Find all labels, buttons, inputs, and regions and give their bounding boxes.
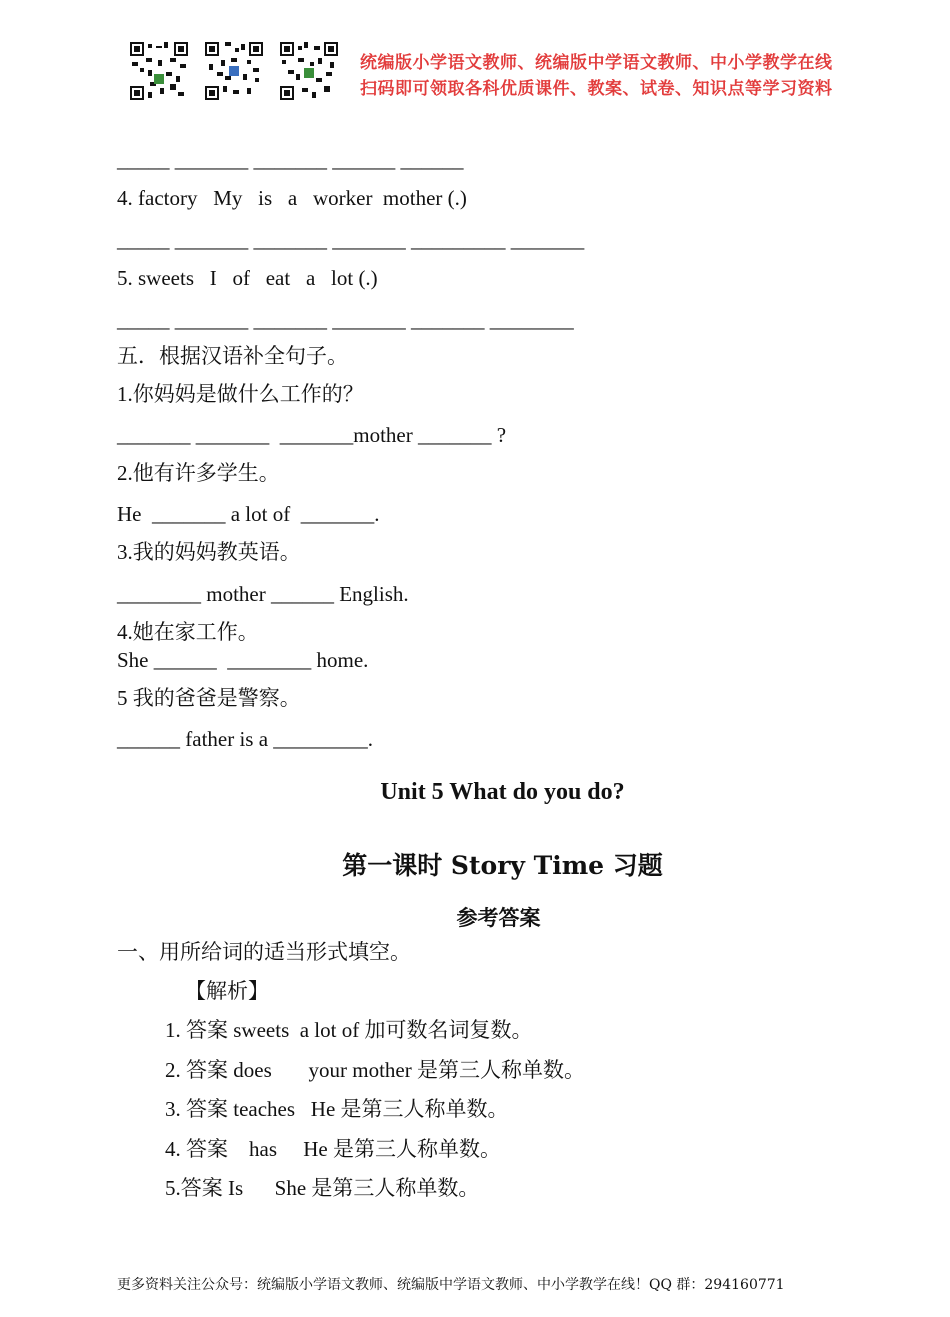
cn-sentence: 5 我的爸爸是警察。 bbox=[117, 686, 301, 710]
qr-code-icon bbox=[280, 42, 338, 100]
qr-code-icon bbox=[130, 42, 188, 100]
en-blank-sentence: He _______ a lot of _______. bbox=[117, 502, 380, 526]
cn-sentence: 3.我的妈妈教英语。 bbox=[117, 540, 301, 564]
answer-item: 3. 答案 teaches He 是第三人称单数。 bbox=[165, 1097, 509, 1121]
answer-line: _____ _______ _______ _______ _______ ________ bbox=[117, 308, 574, 332]
promo-line-2: 扫码即可领取各科优质课件、教案、试卷、知识点等学习资料 bbox=[360, 79, 833, 99]
qr-code-icon bbox=[205, 42, 263, 100]
header-banner bbox=[0, 0, 950, 110]
en-blank-sentence: ______ father is a _________. bbox=[117, 727, 374, 751]
footer-note: 更多资料关注公众号：统编版小学语文教师、统编版中学语文教师、中小学教学在线！QQ 群：294160771 bbox=[117, 1277, 785, 1293]
analysis-label: 【解析】 bbox=[185, 979, 269, 1003]
qr-code-icon bbox=[280, 42, 338, 100]
unit-title: Unit 5 What do you do? bbox=[380, 779, 625, 805]
answer-item: 1. 答案 sweets a lot of 加可数名词复数。 bbox=[165, 1018, 533, 1042]
answer-item: 2. 答案 does your mother 是第三人称单数。 bbox=[165, 1058, 585, 1082]
cn-sentence: 4.她在家工作。 bbox=[117, 620, 259, 644]
cn-sentence: 1.你妈妈是做什么工作的？ bbox=[117, 382, 364, 406]
exercise-item-4: 4. factory My is a worker mother (.) bbox=[117, 186, 467, 210]
answer-line: _____ _______ _______ _______ _________ _______ bbox=[117, 228, 585, 252]
promo-line-1: 统编版小学语文教师、统编版中学语文教师、中小学教学在线 bbox=[360, 53, 833, 73]
reference-answers-title: 参考答案 bbox=[456, 905, 541, 930]
qr-code-icon bbox=[205, 42, 263, 100]
en-blank-sentence: ________ mother ______ English. bbox=[117, 582, 409, 606]
qr-code-icon bbox=[130, 42, 188, 100]
cn-sentence: 2.他有许多学生。 bbox=[117, 461, 280, 485]
en-blank-sentence: She ______ ________ home. bbox=[117, 648, 369, 672]
en-blank-sentence: _______ _______ _______mother _______ ? bbox=[117, 423, 507, 447]
answer-line: _____ _______ _______ ______ ______ bbox=[117, 148, 464, 172]
answers-section-heading: 一、用所给词的适当形式填空。 bbox=[117, 940, 411, 964]
answer-item: 4. 答案 has He 是第三人称单数。 bbox=[165, 1137, 501, 1161]
answer-item: 5.答案 Is She 是第三人称单数。 bbox=[165, 1176, 480, 1200]
lesson-title: 第一课时 Story Time 习题 bbox=[342, 851, 663, 880]
exercise-item-5: 5. sweets I of eat a lot (.) bbox=[117, 266, 378, 290]
section-heading: 五．根据汉语补全句子。 bbox=[117, 344, 348, 368]
